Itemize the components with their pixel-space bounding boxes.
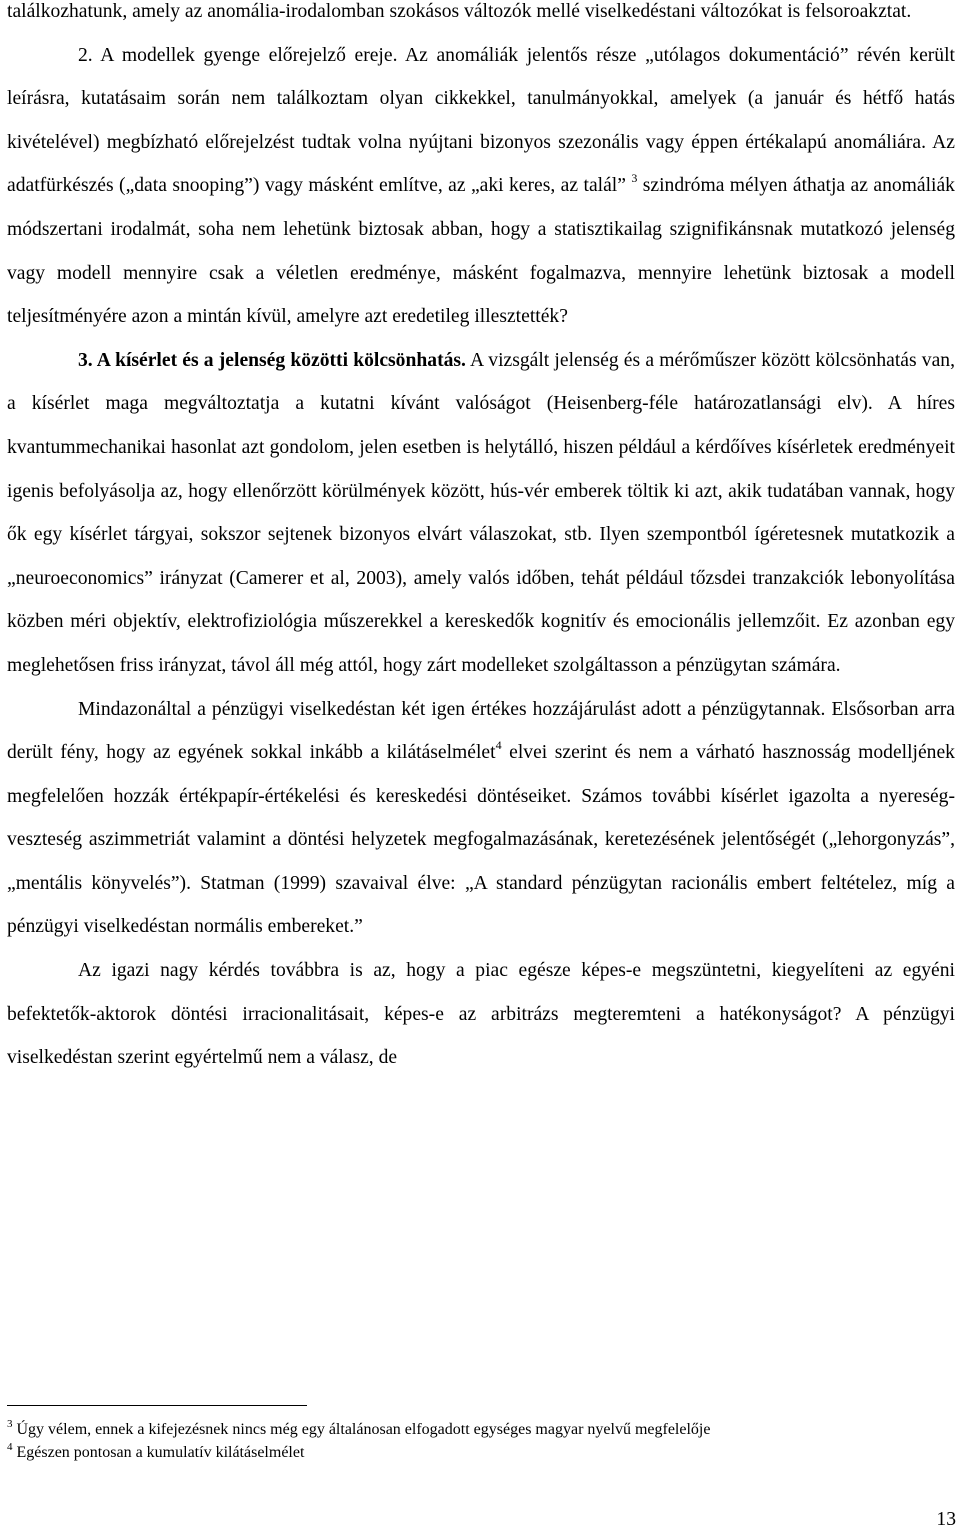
body-text: [7, 0, 955, 1080]
paragraph-5-text: Az igazi nagy kérdés továbbra is az, hogy a piac egésze képes-e megszüntetni, kiegyelíteni az egyéni befektetők-aktorok döntési irracionalitásait, képes-e az arbitrázs megteremteni a hatékonyságot? A pénzügyi viselkedéstan szerint egyértelmű nem a válasz, de: [7, 960, 955, 1069]
paragraph-4-text-b: elvei szerint és nem a várható hasznosság modelljének megfelelően hozzák értékpapír-értékelési és kereskedési döntéseiket. Számos további kísérlet igazolta a nyereség-veszteség aszimmetriát valamint a döntési helyzetek megfogalmazásának, keretezésének jelentőségét („lehorgonyzás”, „mentális könyvelés”). Statman (1999) szavaival élve: „A standard pénzügytan racionális embert feltételez, míg a pénzügyi viselkedéstan normális embereket.”: [7, 742, 955, 938]
paragraph-3-text: A vizsgált jelenség és a mérőműszer között kölcsönhatás van, a kísérlet maga megváltoztatja a kutatni kívánt valóságot (Heisenberg-féle határozatlansági elv). A híres kvantummechanikai hasonlat azt gondolom, jelen esetben is helytálló, hiszen például a kérdőíves kísérletek eredményeit igenis befolyásolja az, hogy ellenőrzött körülmények között, hús-vér emberek töltik ki azt, akik tudatában vannak, hogy ők egy kísérlet tárgyai, sokszor sejtenek bizonyos elvárt válaszokat, stb. Ilyen szempontból ígéretesnek mutatkozik a „neuroeconomics” irányzat (Camerer et al, 2003), amely valós időben, tehát például tőzsdei tranzakciók lebonyolítása közben méri objektív, elektrofiziológia műszerekkel a kereskedők kognitív és emocionális jellemzőit. Ez azonban egy meglehetősen friss irányzat, távol áll még attól, hogy zárt modelleket szolgáltasson a pénzügytan számára.: [7, 349, 955, 676]
paragraph-2: [7, 34, 955, 339]
paragraph-3: [7, 339, 955, 688]
footnotes: [7, 1418, 955, 1464]
paragraph-2-text-a: Az anomáliák jelentős része „utólagos dokumentáció” révén került leírásra, kutatásaim során nem találkoztam olyan cikkekkel, tanulmányokkal, amelyek (a január és hétfő hatás kivételével) megbízható előrejelzést tudtak volna nyújtani bizonyos szezonális vagy éppen értékalapú anomáliára. Az adatfürkészés („data snooping”) vagy másként említve, az „aki keres, az talál”: [7, 44, 955, 197]
paragraph-1: [7, 0, 955, 34]
footnote-ref-3[interactable]: 3: [631, 171, 638, 186]
footnote-3-text: Úgy vélem, ennek a kifejezésnek nincs még egy általánosan elfogadott egységes magyar nyelvű megfelelője: [12, 1421, 711, 1438]
paragraph-1-text: találkozhatunk, amely az anomália-irodalomban szokásos változók mellé viselkedéstani változókat is felsoroakztat.: [7, 1, 912, 22]
paragraph-5: [7, 949, 955, 1080]
footnote-3: [7, 1418, 955, 1441]
paragraph-4-text-a: Mindazonáltal a pénzügyi viselkedéstan két igen értékes hozzájárulást adott a pénzügytannak. Elsősorban arra derült fény, hogy az egyének sokkal inkább a kilátáselmélet: [7, 698, 955, 764]
paragraph-2-heading: 2. A modellek gyenge előrejelző ereje.: [78, 44, 398, 66]
paragraph-3-heading: 3. A kísérlet és a jelenség közötti kölcsönhatás.: [78, 349, 466, 371]
paragraph-2-text-b: szindróma mélyen áthatja az anomáliák módszertani irodalmát, soha nem lehetünk biztosak abban, hogy a statisztikailag szignifikánsnak mutatkozó jelenség vagy modell mennyire csak a véletlen eredménye, másként fogalmazva, mennyire lehetünk biztosak a modell teljesítményére azon a mintán kívül, amelyre azt eredetileg illesztették?: [7, 175, 955, 328]
page-number: 13: [936, 1509, 956, 1530]
footnote-ref-4[interactable]: 4: [495, 738, 502, 753]
footnote-4-text: Egészen pontosan a kumulatív kilátáselmélet: [12, 1444, 305, 1461]
paragraph-4: [7, 688, 955, 950]
footnote-separator: [7, 1405, 307, 1406]
footnote-4-marker: 4: [7, 1441, 13, 1453]
footnote-3-marker: 3: [7, 1418, 13, 1430]
footnote-4: [7, 1441, 955, 1464]
